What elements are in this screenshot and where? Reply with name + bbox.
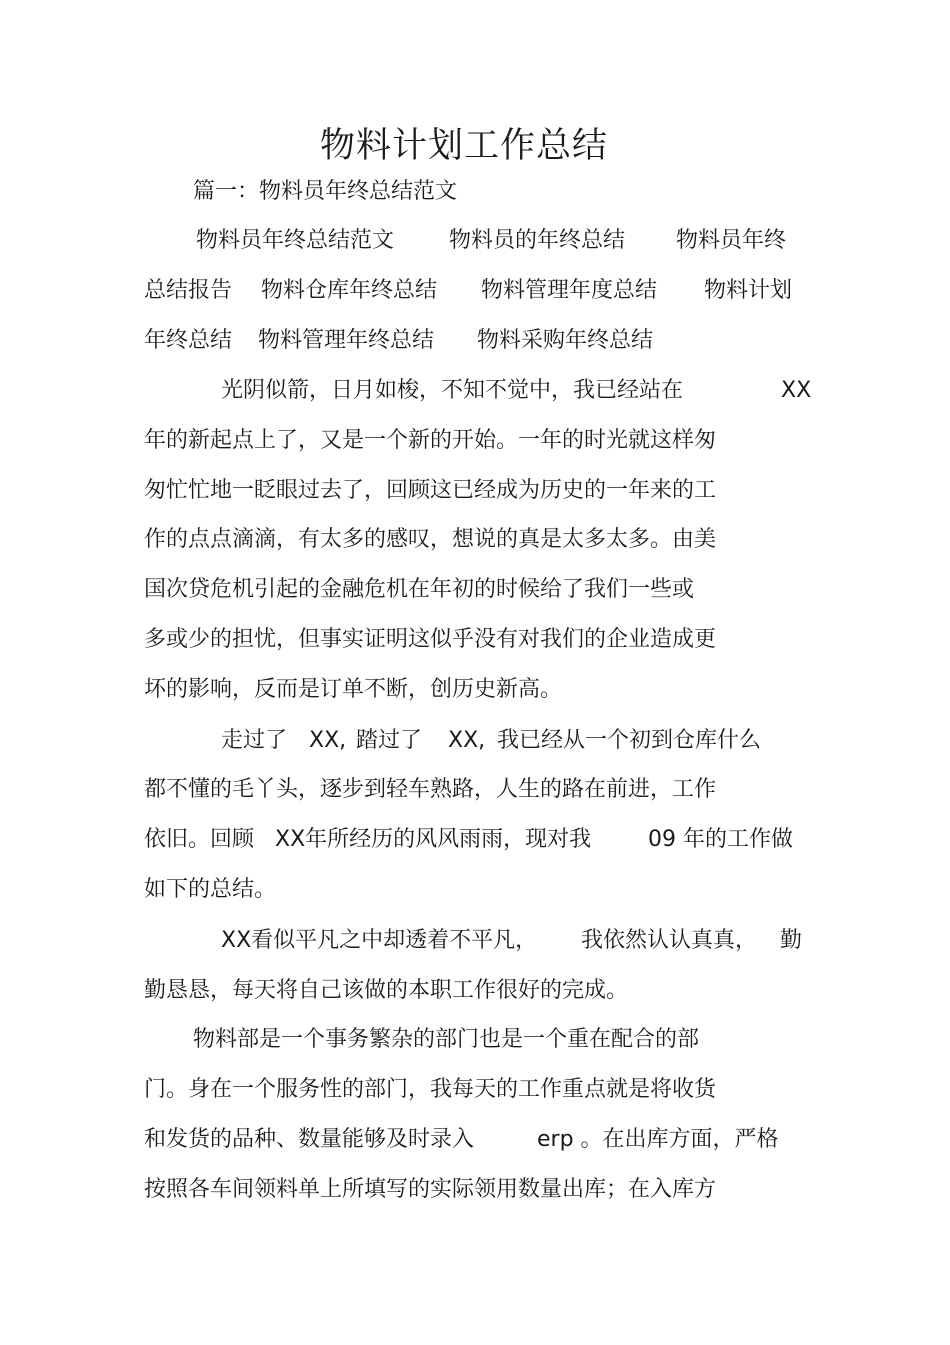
paragraph-line: 勤恳恳，每天将自己该做的本职工作很好的完成。 xyxy=(144,978,629,1003)
related-link: 物料员年终总结范文 xyxy=(196,228,395,253)
text-run: 走过了 xyxy=(221,728,288,753)
text-run: 勤 xyxy=(780,928,803,953)
related-link: 物料仓库年终总结 xyxy=(261,278,438,303)
text-run: 和发货的品种、数量能够及时录入 xyxy=(144,1127,475,1152)
document-title: 物料计划工作总结 xyxy=(319,126,608,166)
related-link: 物料采购年终总结 xyxy=(477,328,654,353)
text-run: 依旧。回顾 xyxy=(144,827,255,852)
text-run: XX xyxy=(781,378,812,403)
text-run: XX, xyxy=(309,728,347,753)
paragraph-line: 坏的影响，反而是订单不断，创历史新高。 xyxy=(144,677,563,702)
text-run: 09 年的工作做 xyxy=(648,827,793,852)
text-run: erp 。在出库方面，严格 xyxy=(537,1127,779,1152)
text-run: 我依然认认真真， xyxy=(581,928,758,953)
related-link: 物料计划 xyxy=(704,278,793,303)
paragraph-line: 门。身在一个服务性的部门，我每天的工作重点就是将收货 xyxy=(144,1077,717,1102)
paragraph-line: 按照各车间领料单上所填写的实际领用数量出库；在入库方 xyxy=(144,1177,717,1202)
related-link: 物料管理年度总结 xyxy=(481,278,658,303)
paragraph-line: 年的新起点上了，又是一个新的开始。一年的时光就这样匆 xyxy=(144,428,717,453)
related-link: 物料管理年终总结 xyxy=(258,328,435,353)
text-run: 光阴似箭，日月如梭，不知不觉中，我已经站在 xyxy=(221,378,684,403)
paragraph-line: 如下的总结。 xyxy=(144,877,277,902)
paragraph-line: 都不懂的毛丫头，逐步到轻车熟路，人生的路在前进，工作 xyxy=(144,777,717,802)
text-run: 我已经从一个初到仓库什么 xyxy=(497,728,762,753)
text-run: 踏过了 xyxy=(356,728,423,753)
paragraph-line: 国次贷危机引起的金融危机在年初的时候给了我们一些或 xyxy=(144,577,695,602)
paragraph-line: 多或少的担忧，但事实证明这似乎没有对我们的企业造成更 xyxy=(144,627,717,652)
text-run: XX, xyxy=(448,728,486,753)
paragraph-line: 匆忙忙地一眨眼过去了，回顾这已经成为历史的一年来的工 xyxy=(144,478,717,503)
related-link: 物料员年终 xyxy=(676,228,787,253)
paragraph-line: 作的点点滴滴，有太多的感叹，想说的真是太多太多。由美 xyxy=(144,527,717,552)
related-link: 总结报告 xyxy=(144,278,233,303)
related-link: 物料员的年终总结 xyxy=(449,228,626,253)
related-link: 年终总结 xyxy=(144,328,233,353)
text-run: XX年所经历的风风雨雨，现对我 xyxy=(275,827,592,852)
chapter-heading: 篇一：物料员年终总结范文 xyxy=(193,179,458,204)
paragraph-line: 物料部是一个事务繁杂的部门也是一个重在配合的部 xyxy=(193,1027,700,1052)
text-run: XX看似平凡之中却透着不平凡， xyxy=(221,928,538,953)
